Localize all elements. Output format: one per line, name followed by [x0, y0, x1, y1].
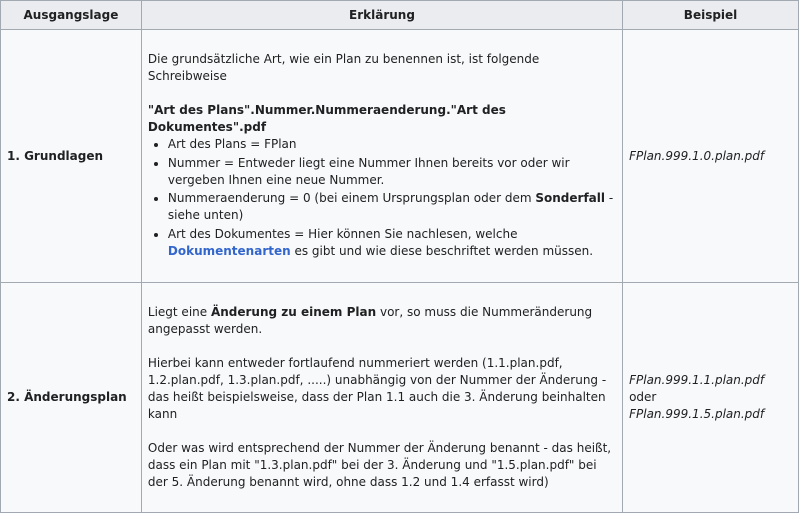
list-item — [168, 190, 616, 224]
example-filename-1: FPlan.999.1.1.plan.pdf — [629, 373, 765, 387]
list-item: • Nummer = Entweder liegt eine Nummer Ihnen bereits vor oder wir vergeben Ihnen eine neue Nummer. — [168, 155, 616, 189]
change-bold: Änderung zu einem Plan — [210, 305, 377, 319]
naming-pattern: "Art des Plans".Nummer.Nummeraenderung."Art des Dokumentes".pdf — [147, 103, 506, 134]
example-filename-2: FPlan.999.1.5.plan.pdf — [629, 407, 765, 421]
example-aenderungsplan — [623, 283, 799, 513]
table-row-grundlagen — [1, 30, 799, 283]
explanation-aenderungsplan — [141, 283, 622, 513]
example-grundlagen: FPlan.999.1.0.plan.pdf — [623, 30, 799, 283]
header-ausgangslage[interactable]: Ausgangslage — [1, 1, 142, 30]
table-header-row — [1, 1, 799, 30]
change-intro — [148, 304, 616, 338]
bullet4-text: Art des Dokumentes = Hier können Sie nachlesen, welche — [167, 226, 518, 241]
list-item: • Art des Plans = FPlan — [168, 136, 616, 153]
explanation-grundlagen — [141, 30, 622, 283]
header-beispiel[interactable]: Beispiel — [623, 1, 799, 30]
list-item — [168, 226, 616, 260]
naming-parts-list — [148, 136, 616, 260]
sonderfall-bold: Sonderfall — [535, 191, 605, 205]
change-number-text: Oder was wird entsprechend der Nummer der Änderung benannt - das heißt, dass ein Plan mit "1.3.plan.pdf" bei der 3. Änderung und "1.5.plan.pdf" bei der 5. Änderung benannt wird, ohne dass 1.2 und 1.4 erfasst wird) — [147, 441, 612, 489]
example-conjunction: oder — [629, 390, 657, 404]
change-intro-post: vor, so muss die Nummeränderung angepasst werden. — [147, 305, 593, 336]
bullet3-suffix: - siehe unten) — [167, 191, 614, 222]
header-erklaerung[interactable]: Erklärung — [141, 1, 622, 30]
row-label-aenderungsplan: 2. Änderungsplan — [1, 283, 142, 513]
dokumentenarten-link[interactable]: Dokumentenarten — [167, 243, 291, 258]
row-label-grundlagen: 1. Grundlagen — [1, 30, 142, 283]
change-intro-pre: Liegt eine — [147, 305, 211, 319]
table-row-aenderungsplan — [1, 283, 799, 513]
sequential-numbering-text: Hierbei kann entweder fortlaufend nummeriert werden (1.1.plan.pdf, 1.2.plan.pdf, 1.3.plan.pdf, .....) unabhängig von der Nummer der Änderung - das heißt beispielsweise, dass der Plan 1.1 auch die 3. Änderung beinhalten kann — [147, 356, 607, 421]
intro-text: Die grundsätzliche Art, wie ein Plan zu benennen ist, ist folgende Schreibweise — [147, 52, 540, 83]
bullet4-suffix: es gibt und wie diese beschriftet werden müssen. — [290, 243, 594, 258]
bullet3-text: Nummeraenderung = 0 (bei einem Ursprungsplan oder dem — [167, 191, 536, 205]
